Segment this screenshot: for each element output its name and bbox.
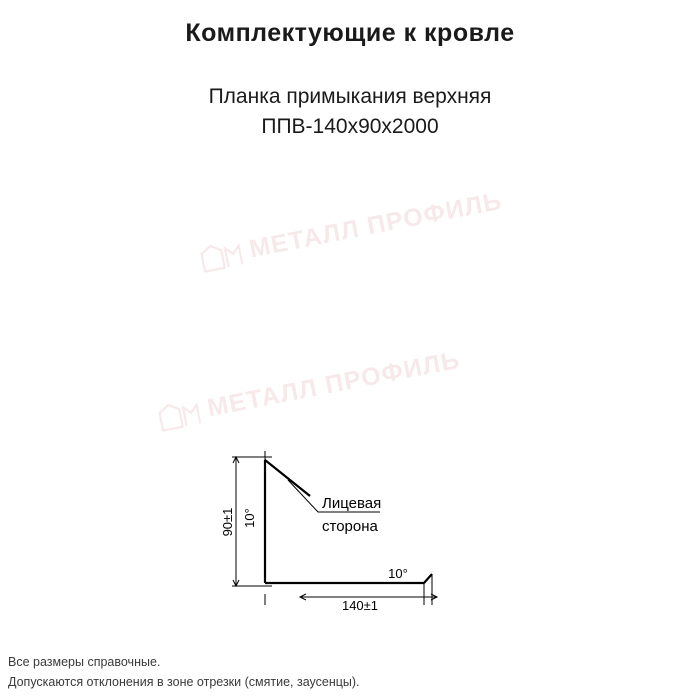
footnote-line-2: Допускаются отклонения в зоне отрезки (смятие, заусенцы).: [8, 674, 360, 689]
product-name: Планка примыкания верхняя: [208, 84, 492, 108]
angle-bottom-text: 10°: [388, 566, 408, 581]
page-title: Комплектующие к кровле: [185, 19, 515, 47]
dimension-width-text: 140±1: [341, 598, 379, 610]
dimension-width: [300, 594, 437, 610]
profile-drawing-svg: [0, 170, 700, 610]
face-side-label-line1: Лицевая: [322, 495, 382, 512]
title-block: [0, 20, 700, 142]
watermark-text: МЕТАЛЛ ПРОФИЛЬ: [246, 186, 505, 264]
dimension-height-text: 90±1: [220, 507, 235, 537]
face-side-label-line2: сторона: [322, 518, 378, 535]
angle-top-text: 10°: [242, 508, 257, 528]
product-code: ППВ-140х90х2000: [261, 114, 439, 138]
footnote-line-1: Все размеры справочные.: [8, 655, 161, 670]
footnotes: [8, 653, 360, 692]
watermark-text: МЕТАЛЛ ПРОФИЛЬ: [204, 345, 463, 423]
angle-top: [242, 508, 257, 528]
angle-bottom: [388, 566, 408, 581]
dimension-height: [220, 457, 239, 586]
technical-drawing: [0, 170, 700, 610]
